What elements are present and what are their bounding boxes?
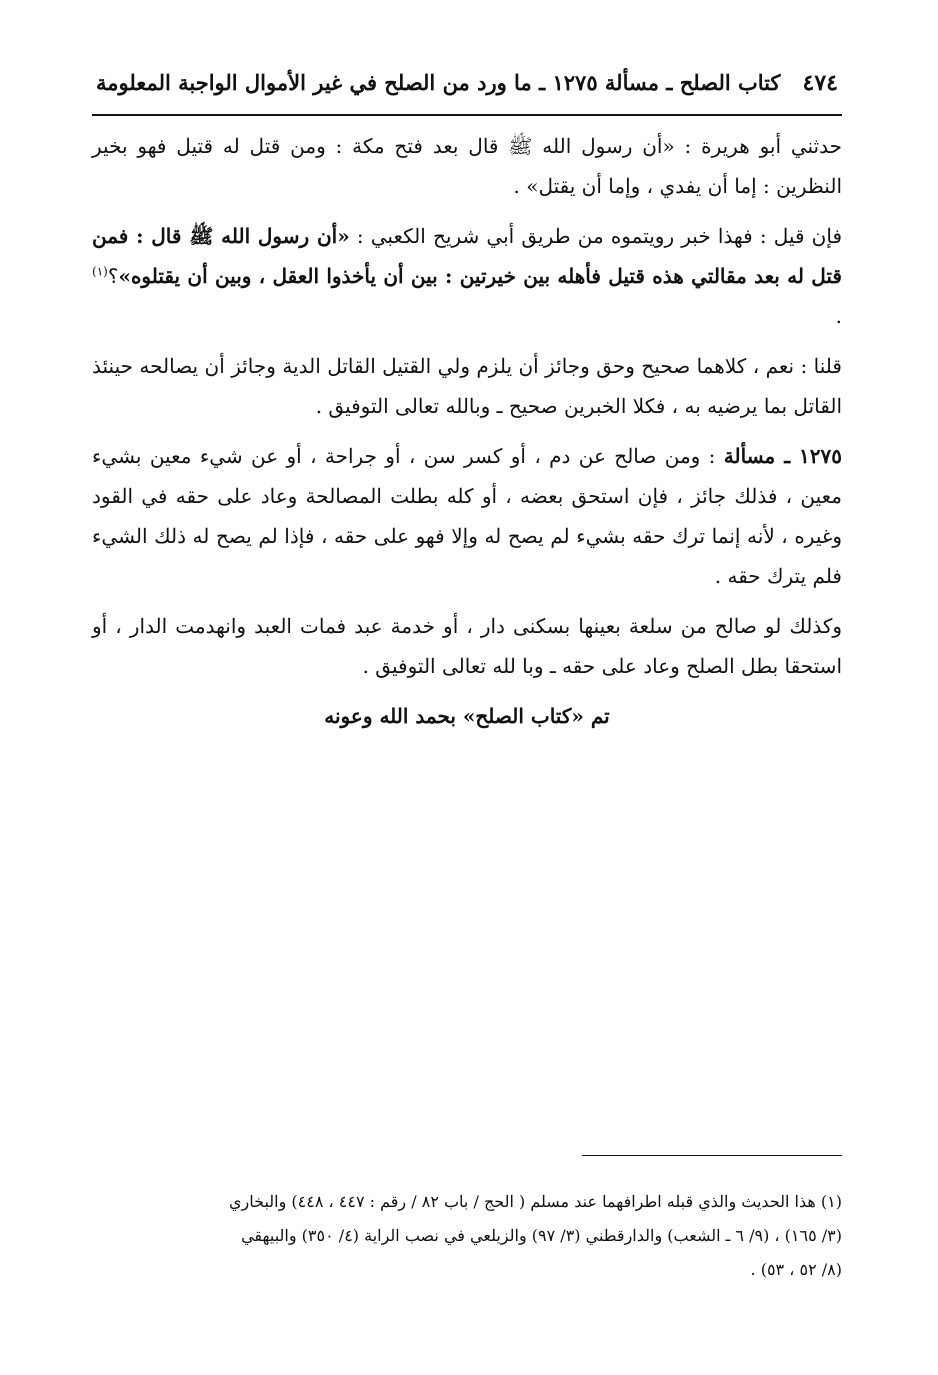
page-number: ٤٧٤ (802, 70, 838, 96)
issue-text: : ومن صالح عن دم ، أو كسر سن ، أو جراحة ، أو عن شيء معين بشيء معين ، فذلك جائز ، فإن استحق بعضه ، أو كله بطلت المصالحة وعاد على حقه في القود وغيره ، لأنه إنما ترك حقه بشيء لم يصح له وإلا فهو على حقه ، فإذا لم يصح له ذلك الشيء فلم يترك حقه . (92, 444, 842, 588)
paragraph-answer: قلنا : نعم ، كلاهما صحيح وحق وجائز أن يلزم ولي القتيل القاتل الدية وجائز أن يصالحه حينئذ القاتل بما يرضيه به ، فكلا الخبرين صحيح ـ وبالله تعالى التوفيق . (92, 354, 842, 418)
footnote-line: (٣/ ١٦٥) ، (٩/ ٦ ـ الشعب) والدارقطني (٣/ ٩٧) والزيلعي في نصب الراية (٤/ ٣٥٠) والبيهقي (241, 1226, 842, 1245)
footnote-separator (582, 1155, 842, 1156)
footnote-reference: (١) (92, 264, 108, 279)
footnote-line: (١) هذا الحديث والذي قبله اطرافهما عند مسلم ( الحج / باب ٨٢ / رقم : ٤٤٧ ، ٤٤٨) والبخاري (229, 1192, 842, 1211)
footnote-line: (٨/ ٥٢ ، ٥٣) . (750, 1260, 842, 1279)
paragraph-objection (92, 216, 842, 336)
objection-quote: «أن رسول الله ﷺ قال : فمن قتل له بعد مقالتي هذه قتيل فأهله بين خيرتين : بين أن يأخذوا العقل ، وبين أن يقتلوه» (92, 224, 842, 288)
running-title: كتاب الصلح ـ مسألة ١٢٧٥ ـ ما ورد من الصلح في غير الأموال الواجبة المعلومة (96, 70, 781, 95)
main-text (92, 126, 842, 736)
paragraph-issue-1275 (92, 436, 842, 596)
footnotes (92, 1185, 842, 1287)
paragraph-hadith-abu-hurayra: حدثني أبو هريرة : «أن رسول الله ﷺ قال بعد فتح مكة : ومن قتل له قتيل فهو بخير النظرين : إما أن يفدي ، وإما أن يقتل» . (92, 134, 842, 198)
issue-label: ١٢٧٥ ـ مسألة (723, 444, 842, 468)
page-header (92, 70, 842, 116)
paragraph-similarly: وكذلك لو صالح من سلعة بعينها بسكنى دار ، أو خدمة عبد فمات العبد وانهدمت الدار ، أو استحقا بطل الصلح وعاد على حقه ـ وبا لله تعالى التوفيق . (92, 614, 842, 678)
book-closing-line: تم «كتاب الصلح» بحمد الله وعونه (324, 704, 610, 728)
objection-intro: فإن قيل : فهذا خبر رويتموه من طريق أبي شريح الكعبي : (349, 224, 843, 248)
objection-stop: . (835, 304, 842, 328)
objection-question-mark: ؟ (107, 264, 119, 288)
book-page (92, 70, 842, 1360)
